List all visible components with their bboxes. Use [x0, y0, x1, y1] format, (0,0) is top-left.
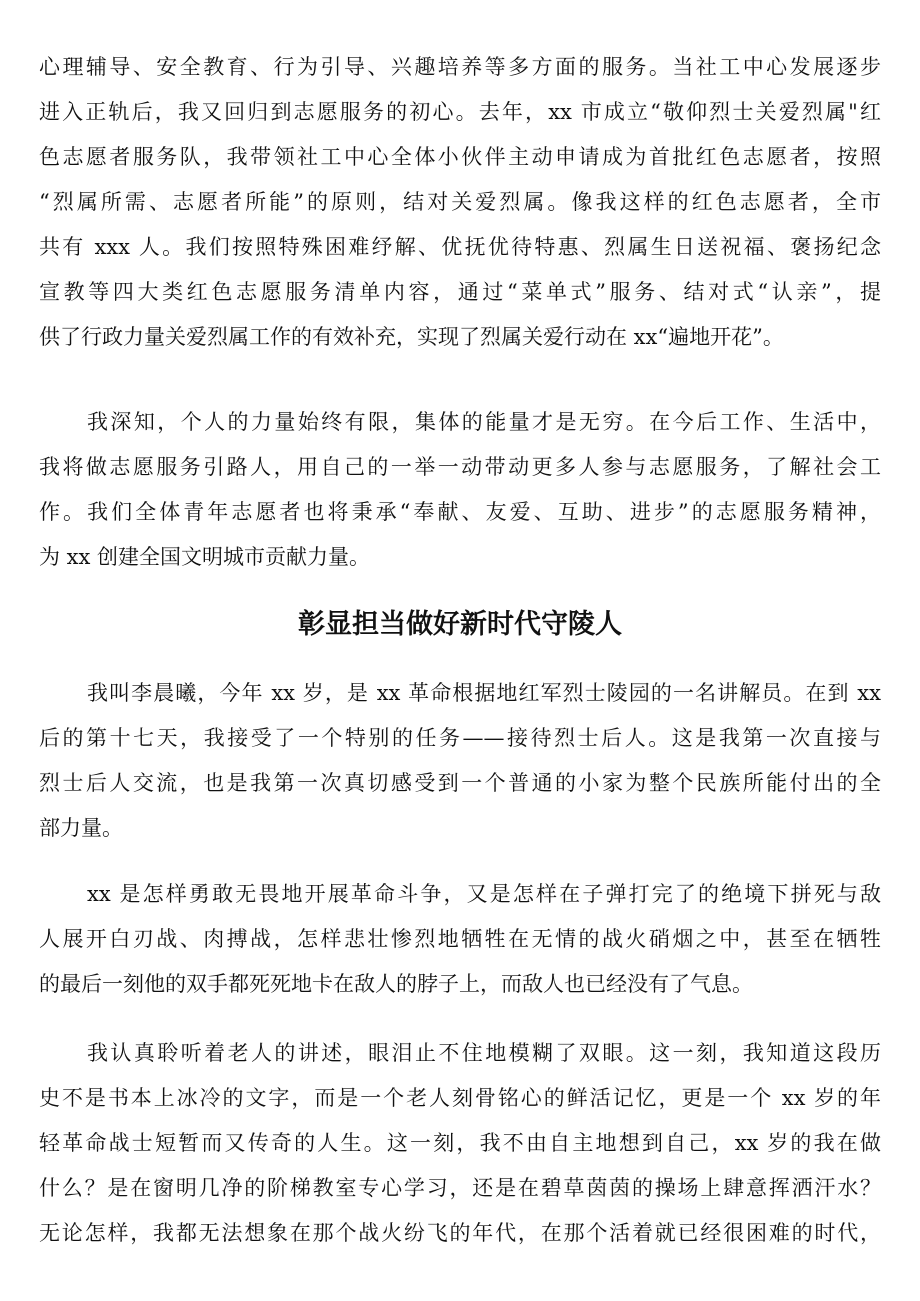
text-line: “烈属所需、志愿者所能”的原则，结对关爱烈属。像我这样的红色志愿者，全市 [39, 190, 881, 214]
text-line: 宣教等四大类红色志愿服务清单内容，通过“菜单式”服务、结对式“认亲”，提 [39, 280, 881, 304]
section-title: 彰显担当做好新时代守陵人 [298, 609, 622, 640]
text-line: xx 是怎样勇敢无畏地开展革命斗争，又是怎样在子弹打完了的绝境下拼死与敌 [87, 882, 881, 906]
text-line: 我叫李晨曦，今年 xx 岁，是 xx 革命根据地红军烈士陵园的一名讲解员。在到 xx [87, 681, 881, 705]
text-line: 色志愿者服务队，我带领社工中心全体小伙伴主动申请成为首批红色志愿者，按照 [39, 145, 881, 169]
text-line: 心理辅导、安全教育、行为引导、兴趣培养等多方面的服务。当社工中心发展逐步 [39, 55, 881, 79]
text-line: 史不是书本上冰冷的文字，而是一个老人刻骨铭心的鲜活记忆，更是一个 xx 岁的年 [39, 1086, 881, 1110]
text-line: 供了行政力量关爱烈属工作的有效补充，实现了烈属关爱行动在 xx“遍地开花”。 [39, 325, 784, 349]
text-line: 我将做志愿服务引路人，用自己的一举一动带动更多人参与志愿服务，了解社会工 [39, 455, 881, 479]
text-line: 无论怎样，我都无法想象在那个战火纷飞的年代，在那个活着就已经很困难的时代， [39, 1221, 881, 1245]
paragraph-revolutionary-story [39, 872, 881, 1007]
text-line: 的最后一刻他的双手都死死地卡在敌人的脖子上，而敌人也已经没有了气息。 [39, 972, 753, 996]
text-line: 部力量。 [39, 816, 123, 840]
text-line: 我认真聆听着老人的讲述，眼泪止不住地模糊了双眼。这一刻，我知道这段历 [87, 1041, 881, 1065]
text-line: 烈士后人交流，也是我第一次真切感受到一个普通的小家为整个民族所能付出的全 [39, 771, 881, 795]
text-line: 进入正轨后，我又回归到志愿服务的初心。去年，xx 市成立“敬仰烈士关爱烈属"红 [39, 100, 881, 124]
paragraph-reflection [39, 1031, 881, 1256]
paragraph-collective-power [39, 400, 881, 580]
paragraph-volunteer-service [39, 45, 881, 360]
text-line: 轻革命战士短暂而又传奇的人生。这一刻，我不由自主地想到自己，xx 岁的我在做 [39, 1131, 881, 1155]
text-line: 后的第十七天，我接受了一个特别的任务——接待烈士后人。这是我第一次直接与 [39, 726, 881, 750]
text-line: 什么？是在窗明几净的阶梯教室专心学习，还是在碧草茵茵的操场上肆意挥洒汗水？ [39, 1176, 881, 1200]
text-line: 为 xx 创建全国文明城市贡献力量。 [39, 545, 371, 569]
paragraph-introduction [39, 671, 881, 851]
text-line: 共有 xxx 人。我们按照特殊困难纾解、优抚优待特惠、烈属生日送祝福、褒扬纪念 [39, 235, 881, 259]
text-line: 我深知，个人的力量始终有限，集体的能量才是无穷。在今后工作、生活中， [87, 410, 881, 434]
text-line: 作。我们全体青年志愿者也将秉承“奉献、友爱、互助、进步”的志愿服务精神， [39, 500, 881, 524]
text-line: 人展开白刃战、肉搏战，怎样悲壮惨烈地牺牲在无情的战火硝烟之中，甚至在牺牲 [39, 927, 881, 951]
